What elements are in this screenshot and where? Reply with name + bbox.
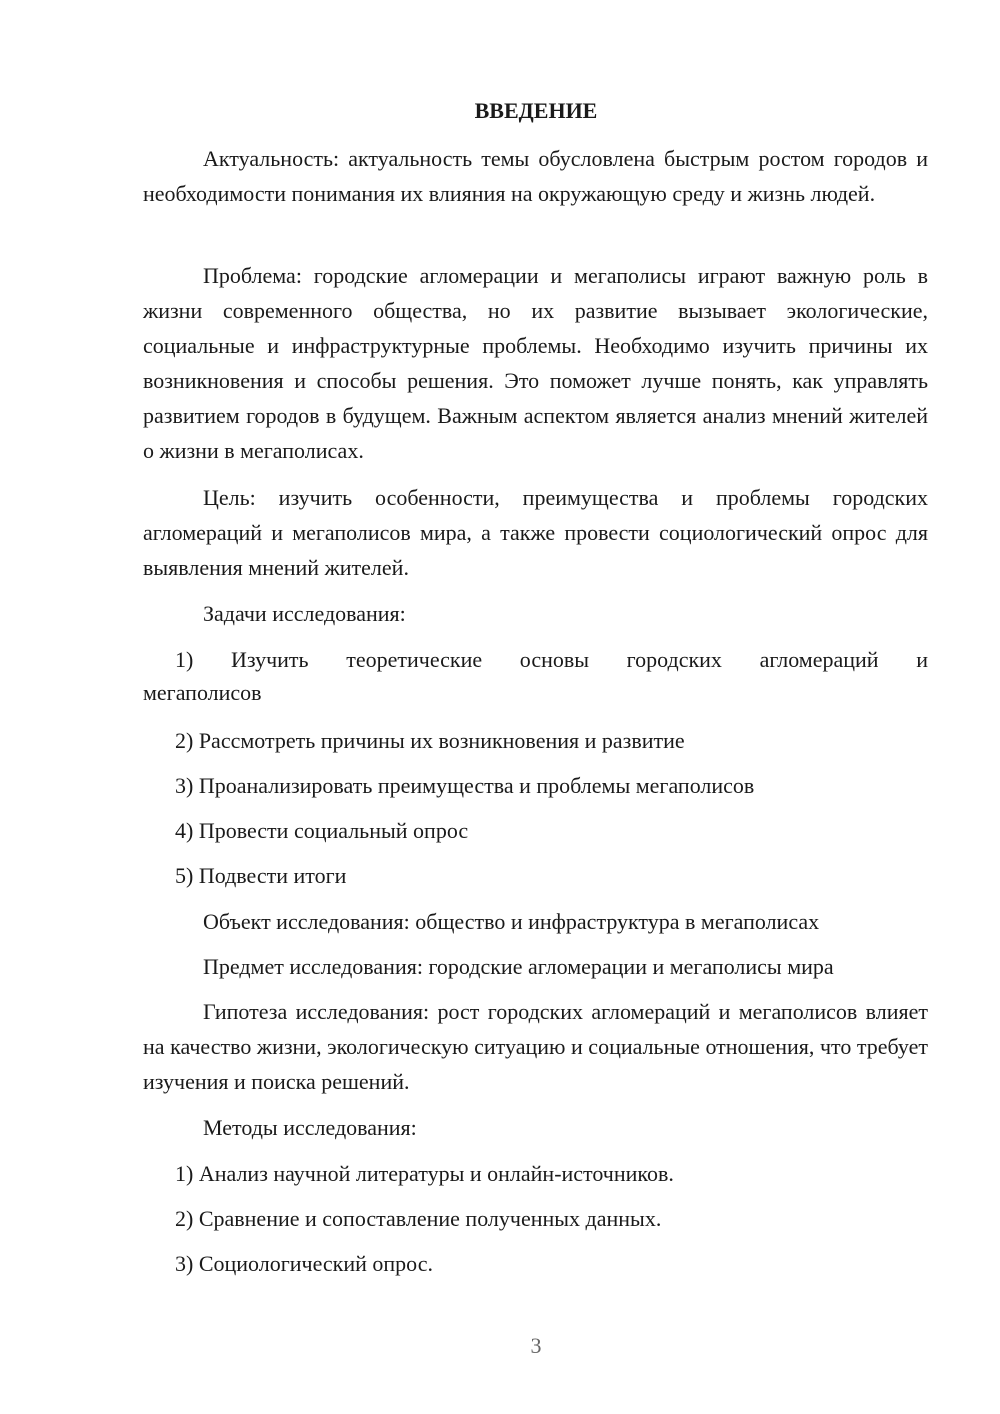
paragraph-relevance: Актуальность: актуальность темы обусловлена быстрым ростом городов и необходимости понимания их влияния на окружающую среду и жизнь людей. (143, 146, 928, 206)
paragraph-problem: Проблема: городские агломерации и мегаполисы играют важную роль в жизни современного общества, но их развитие вызывает экологические, социальные и инфраструктурные проблемы. Необходимо изучить причины их возникновения и способы решения. Это поможет лучше понять, как управлять развитием городов в будущем. Важным аспектом является анализ мнений жителей о жизни в мегаполисах. (143, 263, 928, 463)
page-number: 3 (530, 1333, 542, 1358)
method-item-2: 2) Сравнение и сопоставление полученных данных. (175, 1206, 662, 1231)
paragraph-subject: Предмет исследования: городские агломерации и мегаполисы мира (203, 954, 834, 979)
method-item-1: 1) Анализ научной литературы и онлайн-источников. (175, 1161, 674, 1186)
task-item-5: 5) Подвести итоги (175, 863, 347, 888)
task-item-2: 2) Рассмотреть причины их возникновения и развитие (175, 728, 685, 753)
paragraph-hypothesis: Гипотеза исследования: рост городских агломераций и мегаполисов влияет на качество жизни, экологическую ситуацию и социальные отношения, что требует изучения и поиска решений. (143, 999, 928, 1094)
task-item-4: 4) Провести социальный опрос (175, 818, 469, 843)
task-item-3: 3) Проанализировать преимущества и проблемы мегаполисов (175, 773, 755, 798)
paragraph-object: Объект исследования: общество и инфраструктура в мегаполисах (203, 909, 820, 934)
task-item-1-line2: мегаполисов (143, 680, 262, 705)
tasks-heading: Задачи исследования: (203, 601, 406, 626)
methods-heading: Методы исследования: (203, 1115, 417, 1140)
task-item-1-line1: 1) Изучить теоретические основы городских агломераций и (175, 647, 928, 672)
paragraph-goal: Цель: изучить особенности, преимущества и проблемы городских агломераций и мегаполисов мира, а также провести социологический опрос для выявления мнений жителей. (143, 485, 928, 580)
page-title: ВВЕДЕНИЕ (474, 98, 598, 123)
method-item-3: 3) Социологический опрос. (175, 1251, 433, 1276)
